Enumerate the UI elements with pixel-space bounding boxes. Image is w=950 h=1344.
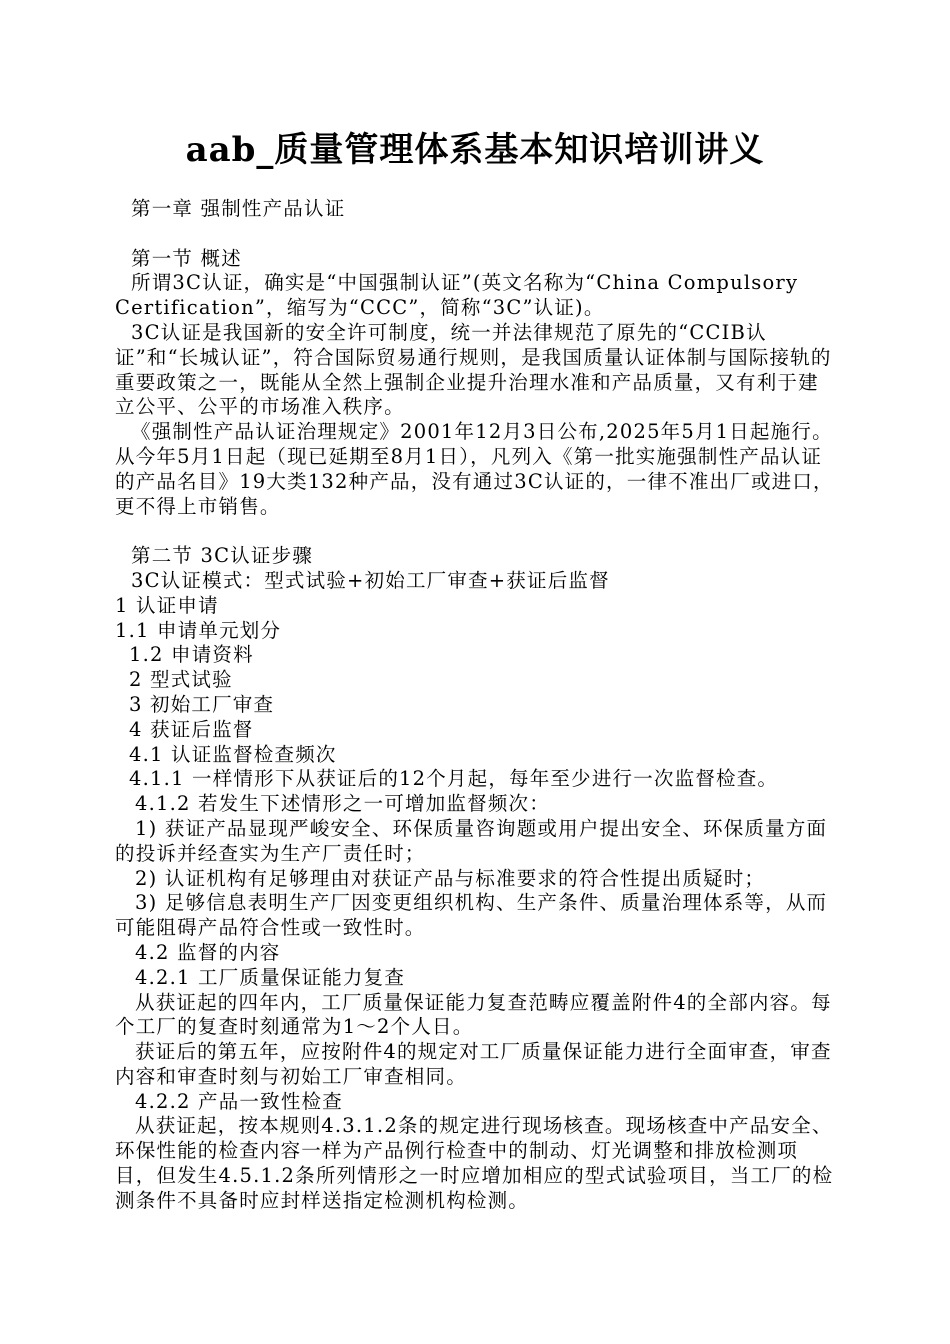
section1-heading: 第一节 概述 [131, 246, 242, 270]
section1-paragraph-2: 3C认证是我国新的安全许可制度，统一并法律规范了原先的“CCIB认证”和“长城认证”，符合国际贸易通行规则，是我国质量认证体制与国际接轨的重要政策之一，既能从全然上强制企业提升治理水准和产品质量，又有利于建立公平、公平的市场准入秩序。 [115, 320, 832, 419]
step-2: 2 型式试验 [129, 668, 233, 692]
step-1: 1 认证申请 [115, 593, 219, 617]
step-1-1: 1.1 申请单元划分 [115, 618, 282, 642]
step-4-2: 4.2 监督的内容 [135, 940, 281, 964]
step-3: 3 初始工厂审查 [129, 692, 275, 716]
condition-item-1: 1) 获证产品显现严峻安全、环保质量咨询题或用户提出安全、环保质量方面的投诉并经查实为生产厂责任时； [115, 816, 828, 865]
step-4: 4 获证后监督 [129, 717, 254, 741]
document-title: aab_质量管理体系基本知识培训讲义 [185, 130, 765, 170]
certification-mode: 3C认证模式：型式试验+初始工厂审查+获证后监督 [131, 568, 610, 592]
review-paragraph-1: 从获证起的四年内，工厂质量保证能力复查范畴应覆盖附件4的全部内容。每个工厂的复查时刻通常为1～2个人日。 [115, 990, 832, 1039]
step-4-1-2: 4.1.2 若发生下述情形之一可增加监督频次： [135, 792, 550, 816]
step-4-2-1: 4.2.1 工厂质量保证能力复查 [135, 965, 406, 989]
section2-heading: 第二节 3C认证步骤 [131, 544, 314, 568]
document-body [115, 197, 835, 1214]
step-1-2: 1.2 申请资料 [129, 643, 254, 667]
review-paragraph-2: 获证后的第五年，应按附件4的规定对工厂质量保证能力进行全面审查，审查内容和审查时刻与初始工厂审查相同。 [115, 1040, 832, 1088]
section1-paragraph-3: 《强制性产品认证治理规定》2001年12月3日公布,2025年5月1日起施行。从今年5月1日起（现已延期至8月1日），凡列入《第一批实施强制性产品认证的产品名目》19大类132种产品，没有通过3C认证的，一律不准出厂或进口，更不得上市销售。 [115, 420, 834, 518]
condition-item-2: 2) 认证机构有足够理由对获证产品与标准要求的符合性提出质疑时； [135, 866, 766, 890]
step-4-1: 4.1 认证监督检查频次 [129, 742, 337, 766]
consistency-paragraph: 从获证起，按本规则4.3.1.2条的规定进行现场核查。现场核查中产品安全、环保性能的检查内容一样为产品例行检查中的制动、灯光调整和排放检测项目，但发生4.5.1.2条所列情形之一时应增加相应的型式试验项目，当工厂的检测条件不具备时应封样送指定检测机构检测。 [115, 1114, 834, 1212]
step-4-2-2: 4.2.2 产品一致性检查 [135, 1089, 343, 1113]
condition-item-3: 3) 足够信息表明生产厂因变更组织机构、生产条件、质量治理体系等，从而可能阻碍产品符合性或一致性时。 [115, 891, 828, 940]
chapter-heading: 第一章 强制性产品认证 [131, 197, 346, 220]
step-4-1-1: 4.1.1 一样情形下从获证后的12个月起，每年至少进行一次监督检查。 [129, 767, 779, 791]
section1-paragraph-1: 所谓3C认证，确实是“中国强制认证”(英文名称为“China Compulsory Certification”，缩写为“CCC”，简称“3C”认证)。 [115, 271, 799, 320]
